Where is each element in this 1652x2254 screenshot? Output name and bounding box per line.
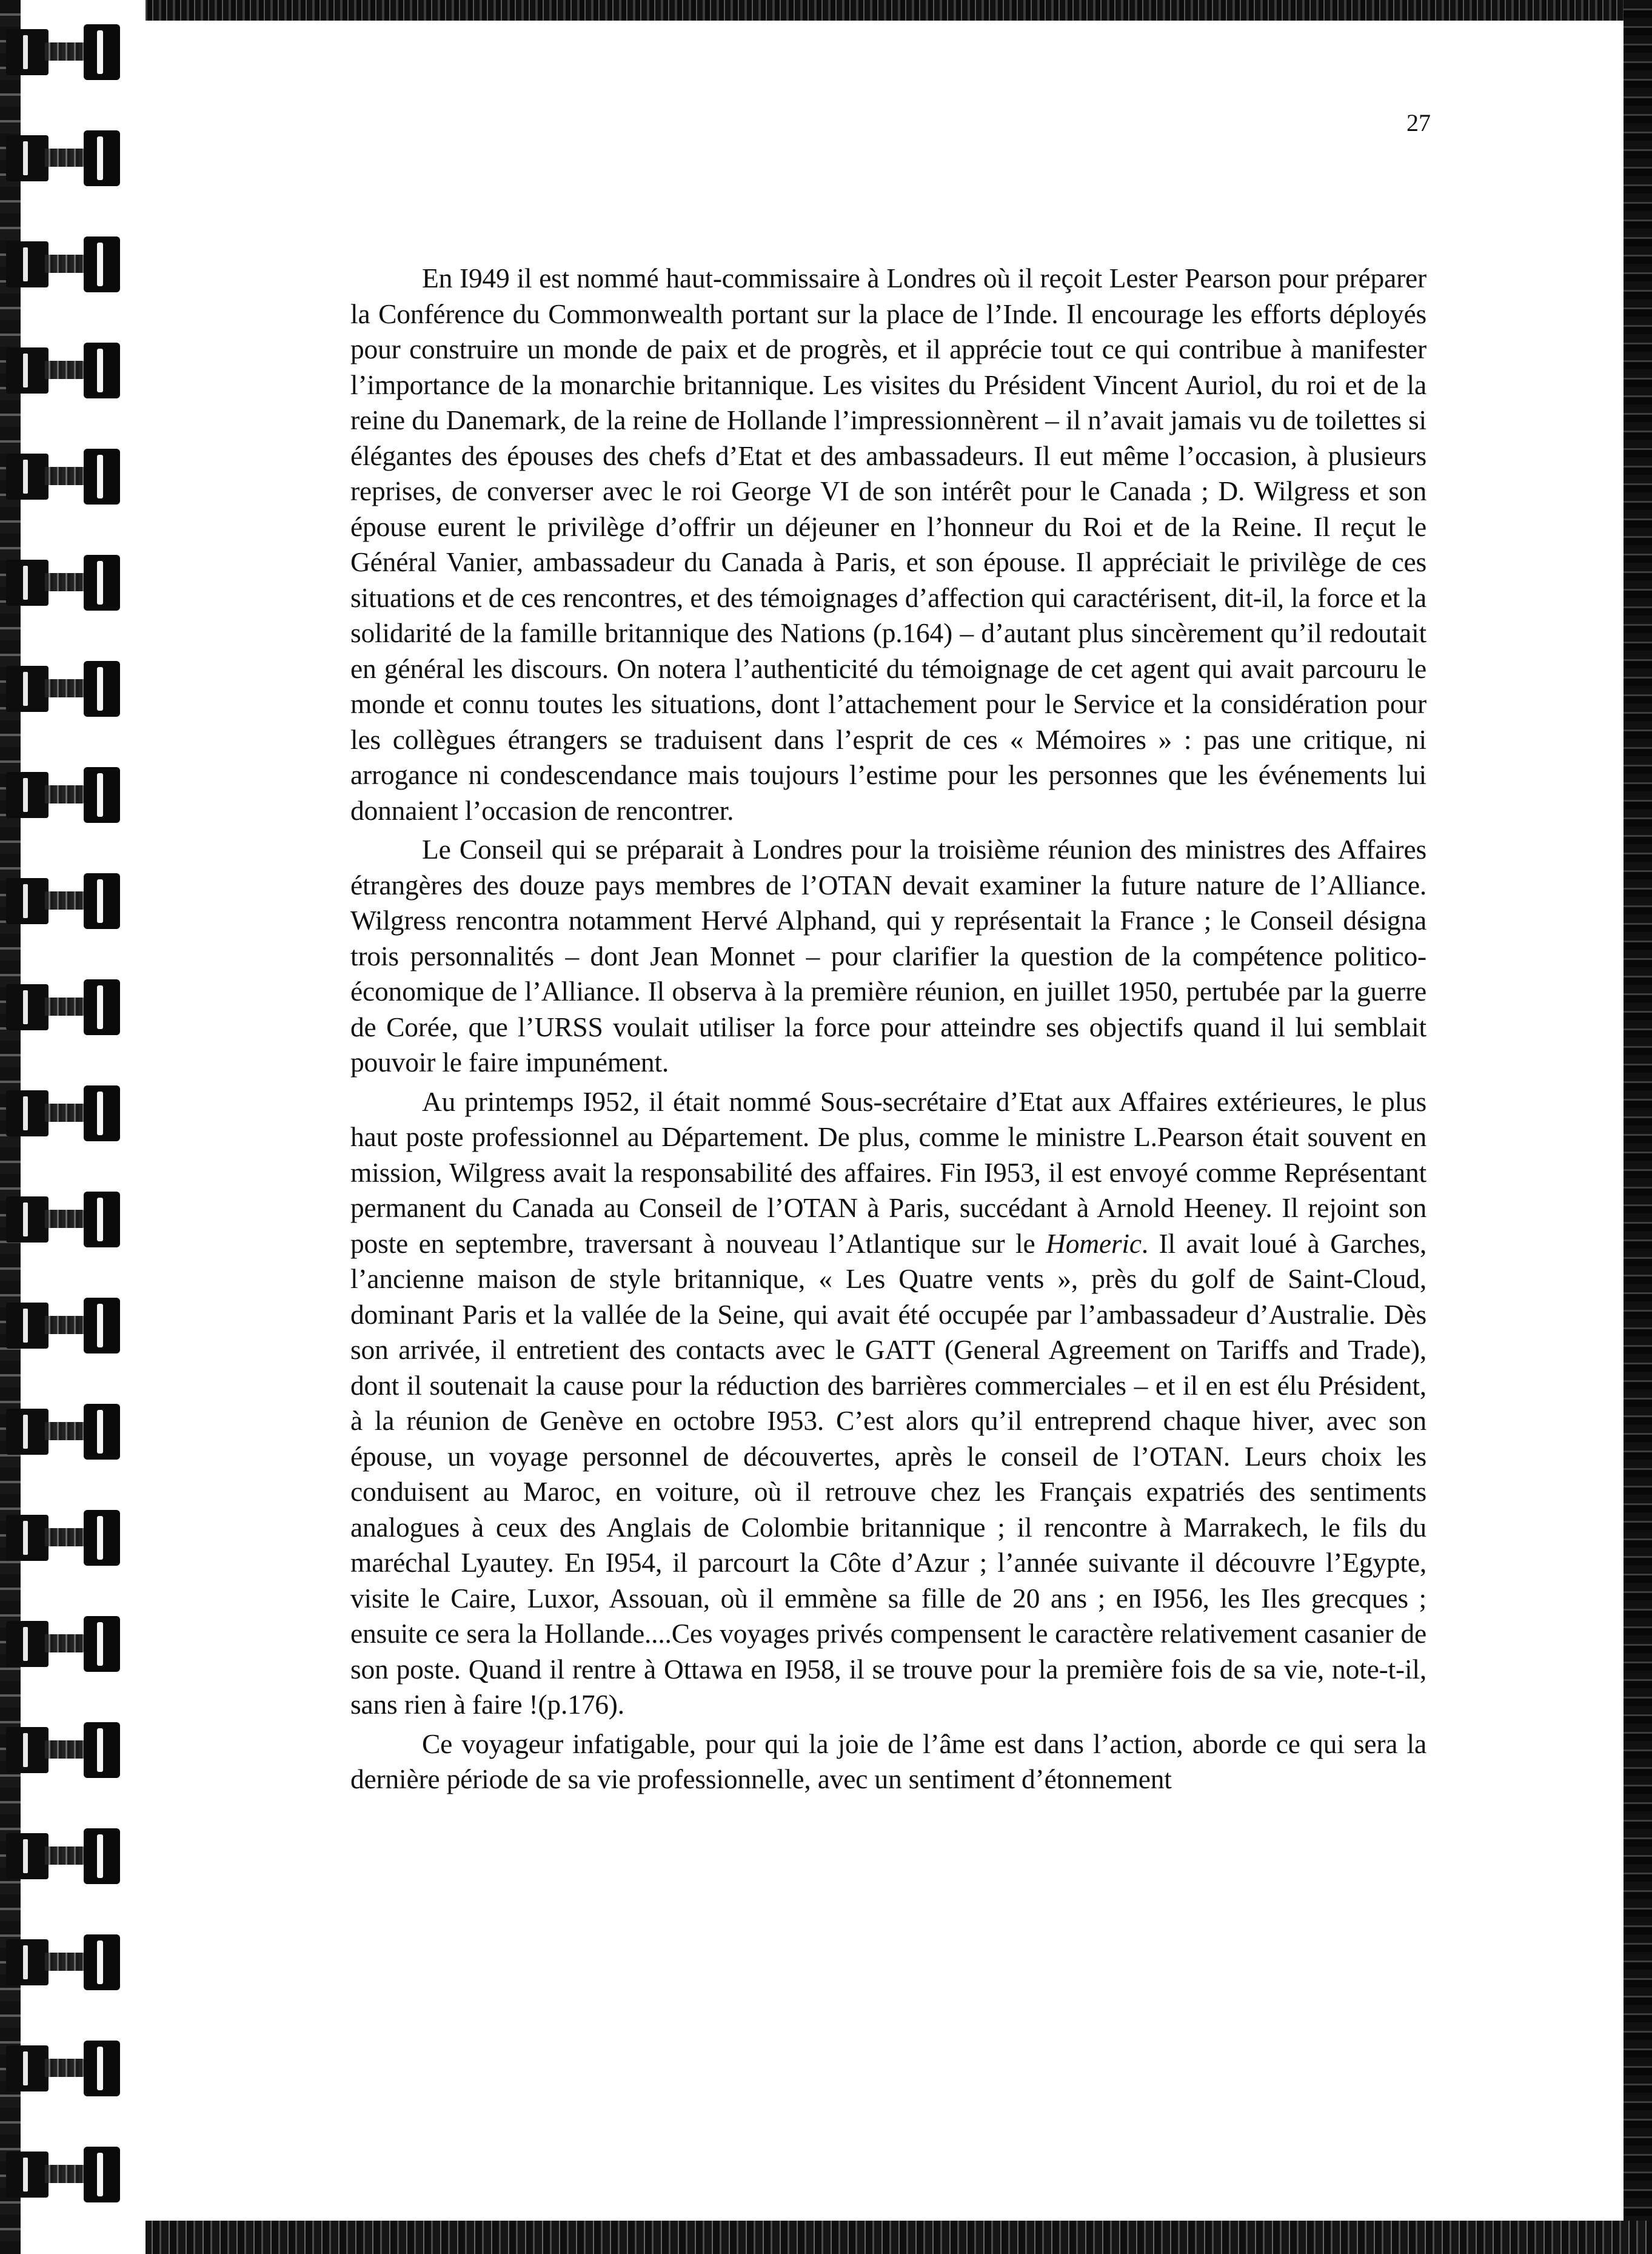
paragraph-4: Ce voyageur infatigable, pour qui la joie de l’âme est dans l’action, aborde ce qui sera la dernière période de sa vie professionnelle, avec un sentiment d’étonnement xyxy=(350,1728,1426,1794)
body-text xyxy=(350,261,1426,1797)
binding-ring xyxy=(6,1510,133,1566)
paragraph-3 xyxy=(350,1084,1426,1723)
scan-edge-bottom xyxy=(0,2221,1652,2254)
binding-ring xyxy=(6,449,133,505)
paragraph-3-text-before: Au printemps I952, il était nommé Sous-secrétaire d’Etat aux Affaires extérieures, le plus haut poste professionnel au Département. De plus, comme le ministre L.Pearson était souvent en mission, Wilgress avait la responsabilité des affaires. Fin I953, il est envoyé comme Représentant permanent du Canada au Conseil de l’OTAN à Paris, succédant à Arnold Heeney. Il rejoint son poste en septembre, traversant à nouveau l’Atlantique sur le xyxy=(350,1085,1426,1259)
binding-ring xyxy=(6,1298,133,1353)
binding-ring xyxy=(6,1828,133,1884)
binding-ring xyxy=(6,767,133,823)
binding-ring xyxy=(6,1085,133,1141)
paragraph-3-text-after: . Il avait loué à Garches, l’ancienne maison de style britannique, « Les Quatre vents », près du golf de Saint-Cloud, dominant Paris et la vallée de la Seine, qui avait été occupée par l’ambassadeur d’Australie. Dès son arrivée, il entretient des contacts avec le GATT (General Agreement on Tariffs and Trade), dont il soutenait la cause pour la réduction des barrières commerciales – et il en est élu Président, à la réunion de Genève en octobre I953. C’est alors qu’il entreprend chaque hiver, avec son épouse, un voyage personnel de découvertes, après le conseil de l’OTAN. Leurs choix les conduisent au Maroc, en voiture, où il retrouve chez les Français expatriés des sentiments analogues à ceux des Anglais de Colombie britannique ; il rencontre à Marrakech, le fils du maréchal Lyautey. En I954, il parcourt la Côte d’Azur ; l’année suivante il découvre l’Egypte, visite le Caire, Luxor, Assouan, où il emmène sa fille de 20 ans ; en I956, les Iles grecques ; ensuite ce sera la Hollande....Ces voyages privés compensent le caractère relativement casanier de son poste. Quand il rentre à Ottawa en I958, il se trouve pour la première fois de sa vie, note-t-il, sans rien à faire !(p.176). xyxy=(350,1227,1427,1720)
scan-edge-top xyxy=(0,0,1652,21)
binding-ring xyxy=(6,1722,133,1778)
binding-ring xyxy=(6,1404,133,1460)
binding-ring xyxy=(6,24,133,80)
binding-ring xyxy=(6,873,133,929)
binding-ring xyxy=(6,2041,133,2096)
ship-name: Homeric xyxy=(1046,1227,1142,1259)
scan-edge-right xyxy=(1624,0,1652,2254)
page-number: 27 xyxy=(1406,109,1431,136)
binding-ring xyxy=(6,1616,133,1672)
binding-ring xyxy=(6,343,133,398)
binding-ring xyxy=(6,1192,133,1247)
binding-ring xyxy=(6,2147,133,2202)
binding-ring xyxy=(6,661,133,717)
paragraph-1: En I949 il est nommé haut-commissaire à Londres où il reçoit Lester Pearson pour préparer la Conférence du Commonwealth portant sur la place de l’Inde. Il encourage les efforts déployés pour construire un monde de paix et de progrès, et il apprécie tout ce qui contribue à manifester l’importance de la monarchie britannique. Les visites du Président Vincent Auriol, du roi et de la reine du Danemark, de la reine de Hollande l’impressionnèrent – il n’avait jamais vu de toilettes si élégantes des épouses des chefs d’Etat et des ambassadeurs. Il eut même l’occasion, à plusieurs reprises, de converser avec le roi George VI de son intérêt pour le Canada ; D. Wilgress et son épouse eurent le privilège d’offrir un déjeuner en l’honneur du Roi et de la Reine. Il reçut le Général Vanier, ambassadeur du Canada à Paris, et son épouse. Il appréciait le privilège de ces situations et de ces rencontres, et des témoignages d’affection qui caractérisent, dit-il, la force et la solidarité de la famille britannique des Nations (p.164) – d’autant plus sincèrement qu’il redoutait en général les discours. On notera l’authenticité du témoignage de cet agent qui avait parcouru le monde et connu toutes les situations, dont l’attachement pour le Service et la considération pour les collègues étrangers se traduisent dans l’esprit de ces « Mémoires » : pas une critique, ni arrogance ni condescendance mais toujours l’estime pour les personnes que les événements lui donnaient l’occasion de rencontrer. xyxy=(350,263,1426,826)
binding-ring xyxy=(6,979,133,1035)
binding-ring xyxy=(6,236,133,292)
paragraph-2: Le Conseil qui se préparait à Londres pour la troisième réunion des ministres des Affaires étrangères des douze pays membres de l’OTAN devait examiner la future nature de l’Alliance. Wilgress rencontra notamment Hervé Alphand, qui y représentait la France ; le Conseil désigna trois personnalités – dont Jean Monnet – pour clarifier la question de la compétence politico-économique de l’Alliance. Il observa à la première réunion, en juillet 1950, pertubée par la guerre de Corée, que l’URSS voulait utiliser la force pour atteindre ses objectifs quand il lui semblait pouvoir le faire impunément. xyxy=(350,834,1426,1078)
binding-ring xyxy=(6,555,133,611)
spiral-binding xyxy=(0,0,145,2254)
binding-ring xyxy=(6,130,133,186)
binding-ring xyxy=(6,1934,133,1990)
